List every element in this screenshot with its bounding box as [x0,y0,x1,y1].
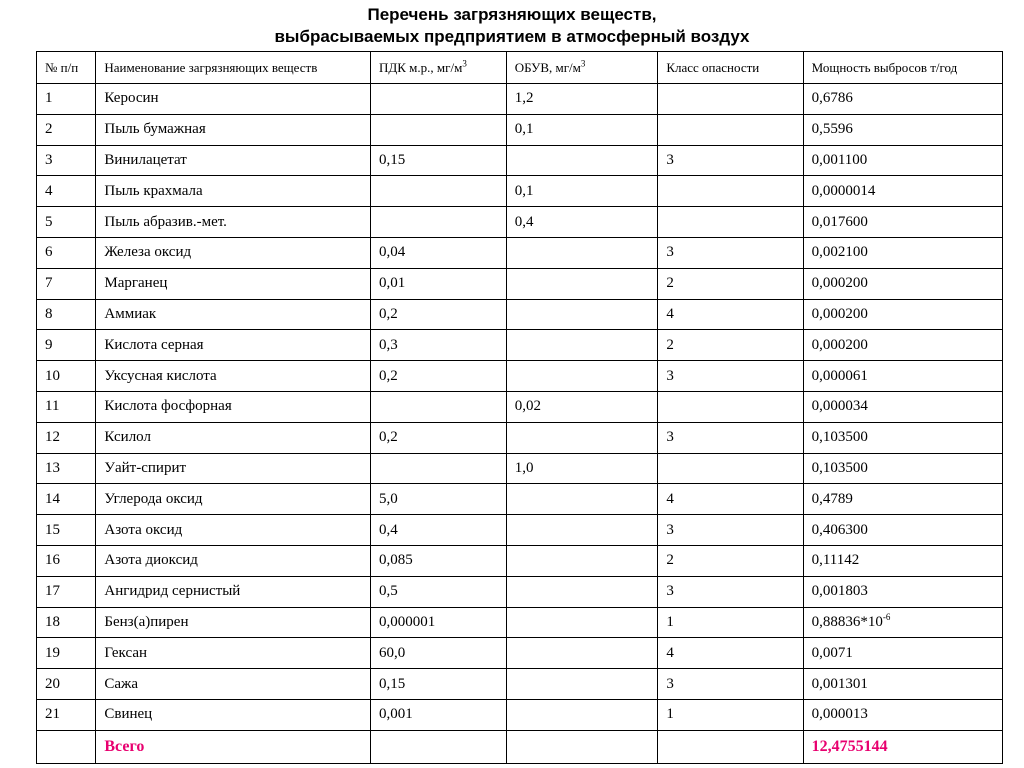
substance-name-cell: Кислота фосфорная [96,391,371,422]
emission-power-cell: $0,88836*10^{-6}$ [803,607,1002,638]
emission-power-cell: 0,103500 [803,422,1002,453]
total-obuv-cell [506,730,658,763]
hazard-class-cell: 4 [658,638,803,669]
header-number: № п/п [37,52,96,84]
obuv-cell [506,299,658,330]
pdk-cell: 60,0 [371,638,507,669]
total-pdk-cell [371,730,507,763]
row-number-cell: 13 [37,453,96,484]
row-number-cell: 2 [37,114,96,145]
table-row [37,299,1003,330]
pdk-cell: 0,3 [371,330,507,361]
pollutants-table [36,51,1003,764]
pdk-cell: 0,15 [371,145,507,176]
emission-power-cell: 0,017600 [803,207,1002,238]
pdk-cell [371,114,507,145]
table-row [37,607,1003,638]
pdk-cell [371,207,507,238]
row-number-cell: 11 [37,391,96,422]
emission-power-cell: 0,11142 [803,545,1002,576]
substance-name-cell: Гексан [96,638,371,669]
hazard-class-cell: 4 [658,484,803,515]
total-class-cell [658,730,803,763]
title-line-1: Перечень загрязняющих веществ, [367,5,657,24]
substance-name-cell: Ксилол [96,422,371,453]
obuv-cell: 0,4 [506,207,658,238]
emission-power-cell: 0,001803 [803,576,1002,607]
obuv-cell [506,545,658,576]
table-body [37,84,1003,731]
table-row [37,699,1003,730]
row-number-cell: 4 [37,176,96,207]
substance-name-cell: Кислота серная [96,330,371,361]
emission-power-cell: 0,103500 [803,453,1002,484]
substance-name-cell: Пыль крахмала [96,176,371,207]
table-row [37,576,1003,607]
emission-power-cell: 0,000200 [803,299,1002,330]
hazard-class-cell [658,114,803,145]
hazard-class-cell: 1 [658,699,803,730]
hazard-class-cell: 3 [658,361,803,392]
hazard-class-cell: 2 [658,268,803,299]
hazard-class-cell [658,391,803,422]
obuv-cell [506,638,658,669]
table-row [37,515,1003,546]
hazard-class-cell: 3 [658,145,803,176]
row-number-cell: 1 [37,84,96,115]
substance-name-cell: Сажа [96,669,371,700]
table-row [37,545,1003,576]
table-row [37,237,1003,268]
header-obuv: ОБУВ, $мг/м^3$ [506,52,658,84]
row-number-cell: 18 [37,607,96,638]
pdk-cell: 0,15 [371,669,507,700]
row-number-cell: 17 [37,576,96,607]
pdk-cell: 0,001 [371,699,507,730]
row-number-cell: 12 [37,422,96,453]
table-header-row [37,52,1003,84]
table-row [37,361,1003,392]
table-row [37,114,1003,145]
pdk-cell: 0,085 [371,545,507,576]
header-hazard-class: Класс опасности [658,52,803,84]
obuv-cell [506,576,658,607]
substance-name-cell: Бенз(а)пирен [96,607,371,638]
title-line-2: выбрасываемых предприятием в атмосферный воздух [274,27,750,46]
obuv-cell [506,268,658,299]
substance-name-cell: Железа оксид [96,237,371,268]
substance-name-cell: Азота оксид [96,515,371,546]
substance-name-cell: Уксусная кислота [96,361,371,392]
emission-power-cell: 0,001301 [803,669,1002,700]
obuv-cell [506,361,658,392]
hazard-class-cell: 2 [658,330,803,361]
hazard-class-cell [658,207,803,238]
total-number-cell [37,730,96,763]
emission-power-cell: 0,000013 [803,699,1002,730]
substance-name-cell: Керосин [96,84,371,115]
table-row [37,84,1003,115]
table-row [37,453,1003,484]
exponent: -6 [882,611,891,622]
row-number-cell: 7 [37,268,96,299]
emission-power-cell: 0,001100 [803,145,1002,176]
obuv-cell [506,699,658,730]
row-number-cell: 8 [37,299,96,330]
hazard-class-cell: 3 [658,576,803,607]
obuv-cell [506,515,658,546]
obuv-cell [506,484,658,515]
hazard-class-cell: 2 [658,545,803,576]
emission-power-cell: 0,406300 [803,515,1002,546]
pdk-cell [371,84,507,115]
table-row [37,207,1003,238]
pdk-cell [371,176,507,207]
obuv-cell [506,669,658,700]
pdk-cell [371,391,507,422]
row-number-cell: 19 [37,638,96,669]
pdk-cell: 0,2 [371,361,507,392]
row-number-cell: 15 [37,515,96,546]
hazard-class-cell: 3 [658,422,803,453]
emission-power-cell: 0,000200 [803,330,1002,361]
table-row [37,391,1003,422]
substance-name-cell: Уайт-спирит [96,453,371,484]
hazard-class-cell: 1 [658,607,803,638]
total-row [37,730,1003,763]
total-value: 12,4755144 [803,730,1002,763]
row-number-cell: 5 [37,207,96,238]
obuv-cell [506,145,658,176]
pdk-cell: 0,2 [371,299,507,330]
substance-name-cell: Марганец [96,268,371,299]
hazard-class-cell: 3 [658,515,803,546]
obuv-cell [506,422,658,453]
table-row [37,145,1003,176]
table-row [37,176,1003,207]
pdk-cell: 5,0 [371,484,507,515]
row-number-cell: 21 [37,699,96,730]
hazard-class-cell: 3 [658,237,803,268]
obuv-cell: 1,2 [506,84,658,115]
substance-name-cell: Ангидрид сернистый [96,576,371,607]
obuv-cell: 0,1 [506,114,658,145]
emission-power-cell: 0,0000014 [803,176,1002,207]
row-number-cell: 3 [37,145,96,176]
obuv-cell: 0,02 [506,391,658,422]
substance-name-cell: Пыль абразив.-мет. [96,207,371,238]
hazard-class-cell: 4 [658,299,803,330]
pdk-cell: 0,000001 [371,607,507,638]
emission-power-cell: 0,000061 [803,361,1002,392]
pdk-cell: 0,2 [371,422,507,453]
pdk-cell: 0,4 [371,515,507,546]
total-label: Всего [96,730,371,763]
emission-power-cell: 0,000034 [803,391,1002,422]
emission-power-cell: 0,5596 [803,114,1002,145]
substance-name-cell: Аммиак [96,299,371,330]
emission-power-cell: 0,000200 [803,268,1002,299]
row-number-cell: 20 [37,669,96,700]
substance-name-cell: Азота диоксид [96,545,371,576]
row-number-cell: 16 [37,545,96,576]
row-number-cell: 14 [37,484,96,515]
header-pdk: ПДК м.р., $мг/м^3$ [371,52,507,84]
emission-power-cell: 0,0071 [803,638,1002,669]
header-substance-name: Наименование загрязняющих веществ [96,52,371,84]
row-number-cell: 6 [37,237,96,268]
hazard-class-cell [658,84,803,115]
table-row [37,422,1003,453]
table-row [37,484,1003,515]
substance-name-cell: Углерода оксид [96,484,371,515]
emission-power-cell: 0,6786 [803,84,1002,115]
hazard-class-cell: 3 [658,669,803,700]
page-title [0,4,1024,48]
emission-power-cell: 0,002100 [803,237,1002,268]
emission-power-cell: 0,4789 [803,484,1002,515]
pdk-cell: 0,01 [371,268,507,299]
header-emission-power: Мощность выбросов т/год [803,52,1002,84]
table-row [37,669,1003,700]
substance-name-cell: Свинец [96,699,371,730]
obuv-cell [506,330,658,361]
pdk-cell: 0,5 [371,576,507,607]
obuv-cell: 0,1 [506,176,658,207]
pdk-cell: 0,04 [371,237,507,268]
row-number-cell: 9 [37,330,96,361]
table-row [37,268,1003,299]
obuv-cell: 1,0 [506,453,658,484]
hazard-class-cell [658,176,803,207]
substance-name-cell: Пыль бумажная [96,114,371,145]
row-number-cell: 10 [37,361,96,392]
obuv-cell [506,237,658,268]
pdk-cell [371,453,507,484]
table-row [37,330,1003,361]
table-row [37,638,1003,669]
obuv-cell [506,607,658,638]
substance-name-cell: Винилацетат [96,145,371,176]
hazard-class-cell [658,453,803,484]
